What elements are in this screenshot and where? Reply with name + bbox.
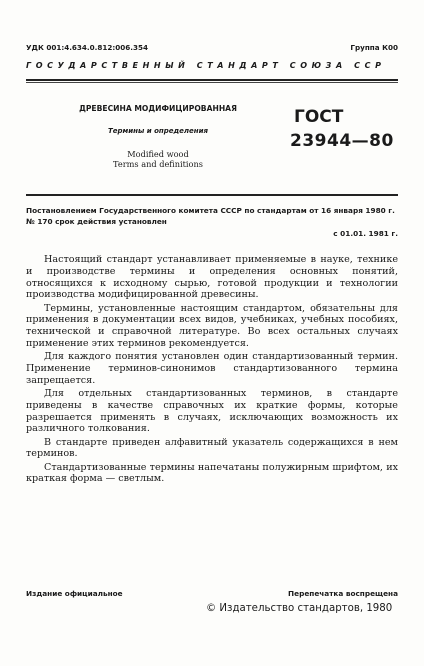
paragraph: В стандарте приведен алфавитный указатель содержащихся в нем терминов. bbox=[26, 436, 398, 460]
copyright-line: © Издательство стандартов, 1980 bbox=[206, 603, 393, 614]
state-standard-heading: ГОСУДАРСТВЕННЫЙ СТАНДАРТ СОЮЗА ССР bbox=[26, 61, 386, 70]
top-rule bbox=[26, 79, 398, 81]
top-rule-thin bbox=[26, 82, 398, 83]
decree-text: Постановлением Государственного комитета СССР по стандартам от 16 января 1980 г. № 170 срок действия установлен bbox=[26, 206, 395, 226]
english-title-line2: Terms and definitions bbox=[113, 159, 203, 169]
paragraph: Термины, установленные настоящим стандартом, обязательны для применения в документации всех видов, учебниках, учебных пособиях, технической и справочной литературе. Во всех остальных случаях применение этих терминов рекомендуется. bbox=[26, 302, 398, 349]
paragraph: Настоящий стандарт устанавливает применяемые в науке, технике и производстве термины и определения основных понятий, относящихся к исходному сырью, готовой продукции и технологии производства модифицированной древесины. bbox=[26, 254, 398, 301]
english-title bbox=[58, 149, 258, 169]
effective-date: с 01.01. 1981 г. bbox=[333, 229, 398, 238]
paragraph: Для каждого понятия установлен один стандартизованный термин. Применение терминов-синонимов стандартизованного термина запрещается. bbox=[26, 351, 398, 386]
middle-rule bbox=[26, 194, 398, 196]
paragraph: Для отдельных стандартизованных терминов, в стандарте приведены в качестве справочных их краткие формы, которые разрешается применять в случаях, исключающих возможность их различного толкования. bbox=[26, 387, 398, 435]
paragraph: Стандартизованные термины напечатаны полужирным шрифтом, их краткая форма — светлым. bbox=[26, 461, 398, 485]
official-edition-label: Издание официальное bbox=[26, 589, 123, 598]
gost-label: ГОСТ bbox=[294, 107, 344, 127]
english-title-line1: Modified wood bbox=[127, 149, 189, 159]
gost-number: 23944—80 bbox=[290, 131, 394, 151]
body-text bbox=[26, 254, 398, 486]
reprint-prohibited-label: Перепечатка воспрещена bbox=[288, 589, 398, 598]
document-title: ДРЕВЕСИНА МОДИФИЦИРОВАННАЯ bbox=[79, 104, 237, 113]
udk-code: УДК 001:4.634.0.812:006.354 bbox=[26, 43, 149, 52]
document-subtitle: Термины и определения bbox=[107, 127, 209, 135]
group-code: Группа К00 bbox=[350, 43, 398, 52]
